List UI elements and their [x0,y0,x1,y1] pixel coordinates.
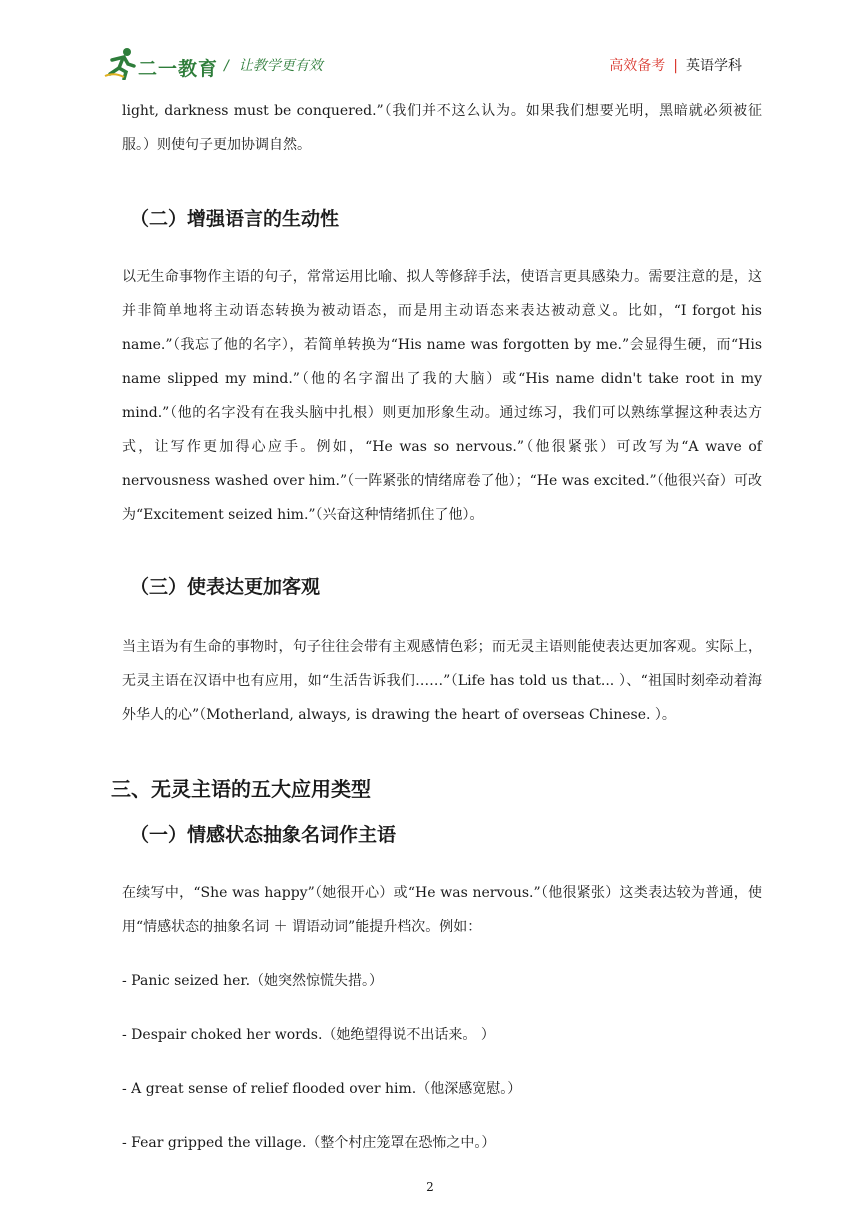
section-heading-2-3: （三）使表达更加客观 [130,576,321,598]
header-right [609,55,742,75]
section-heading-2-2: （二）增强语言的生动性 [130,208,340,230]
header-subject: 英语学科 [686,58,742,74]
logo-text: 二一教育 [138,58,219,80]
example-item: - Panic seized her.（她突然惊慌失措。） [122,973,384,989]
paragraph-objectivity: 当主语为有生命的事物时，句子往往会带有主观感情色彩；而无灵主语则能使表达更加客观。实际上，无灵主语在汉语中也有应用，如“生活告诉我们……”（Life has told us that... ）、“祖国时刻牵动着海外华人的心”（Motherland, always, is drawing the heart of overseas Chinese. ）。 [122,639,762,723]
slogan-slash: / [224,58,229,74]
header-tagline: 高效备考 [609,58,666,74]
example-item: - Fear gripped the village.（整个村庄笼罩在恐怖之中。） [122,1135,496,1151]
section-heading-3: 三、无灵主语的五大应用类型 [111,777,371,801]
paragraph-continuation: light, darkness must be conquered.”（我们并不这么认为。如果我们想要光明，黑暗就必须被征服。）则使句子更加协调自然。 [122,103,762,153]
paragraph-vividness: 以无生命事物作主语的句子，常常运用比喻、拟人等修辞手法，使语言更具感染力。需要注意的是，这并非简单地将主动语态转换为被动语态，而是用主动语态来表达被动意义。比如，“I forgot his name.”（我忘了他的名字），若简单转换为“His name was forgotten by me.”会显得生硬，而“His name slipped my mind.”（他的名字溜出了我的大脑）或“His name didn't take root in my mind.”（他的名字没有在我头脑中扎根）则更加形象生动。通过练习，我们可以熟练掌握这种表达方式，让写作更加得心应手。例如，“He was so nervous.”（他很紧张）可改写为“A wave of nervousness washed over him.”（一阵紧张的情绪席卷了他）；“He was excited.”（他很兴奋）可改为“Excitement seized him.”（兴奋这种情绪抓住了他）。 [122,269,762,523]
running-man-icon [104,46,138,80]
slogan-text: 让教学更有效 [238,58,323,74]
paragraph-emotion-nouns: 在续写中，“She was happy”（她很开心）或“He was nervous.”（他很紧张）这类表达较为普通，使用“情感状态的抽象名词 ＋ 谓语动词”能提升档次。例如： [122,885,762,935]
page-number: 2 [426,1180,434,1194]
section-heading-3-1: （一）情感状态抽象名词作主语 [130,824,397,846]
header-separator: | [673,58,678,74]
slogan [224,55,323,75]
example-item: - A great sense of relief flooded over him.（他深感宽慰。） [122,1081,522,1097]
logo [104,46,224,86]
example-item: - Despair choked her words.（她绝望得说不出话来。 ） [122,1027,495,1043]
page-header [0,0,860,96]
